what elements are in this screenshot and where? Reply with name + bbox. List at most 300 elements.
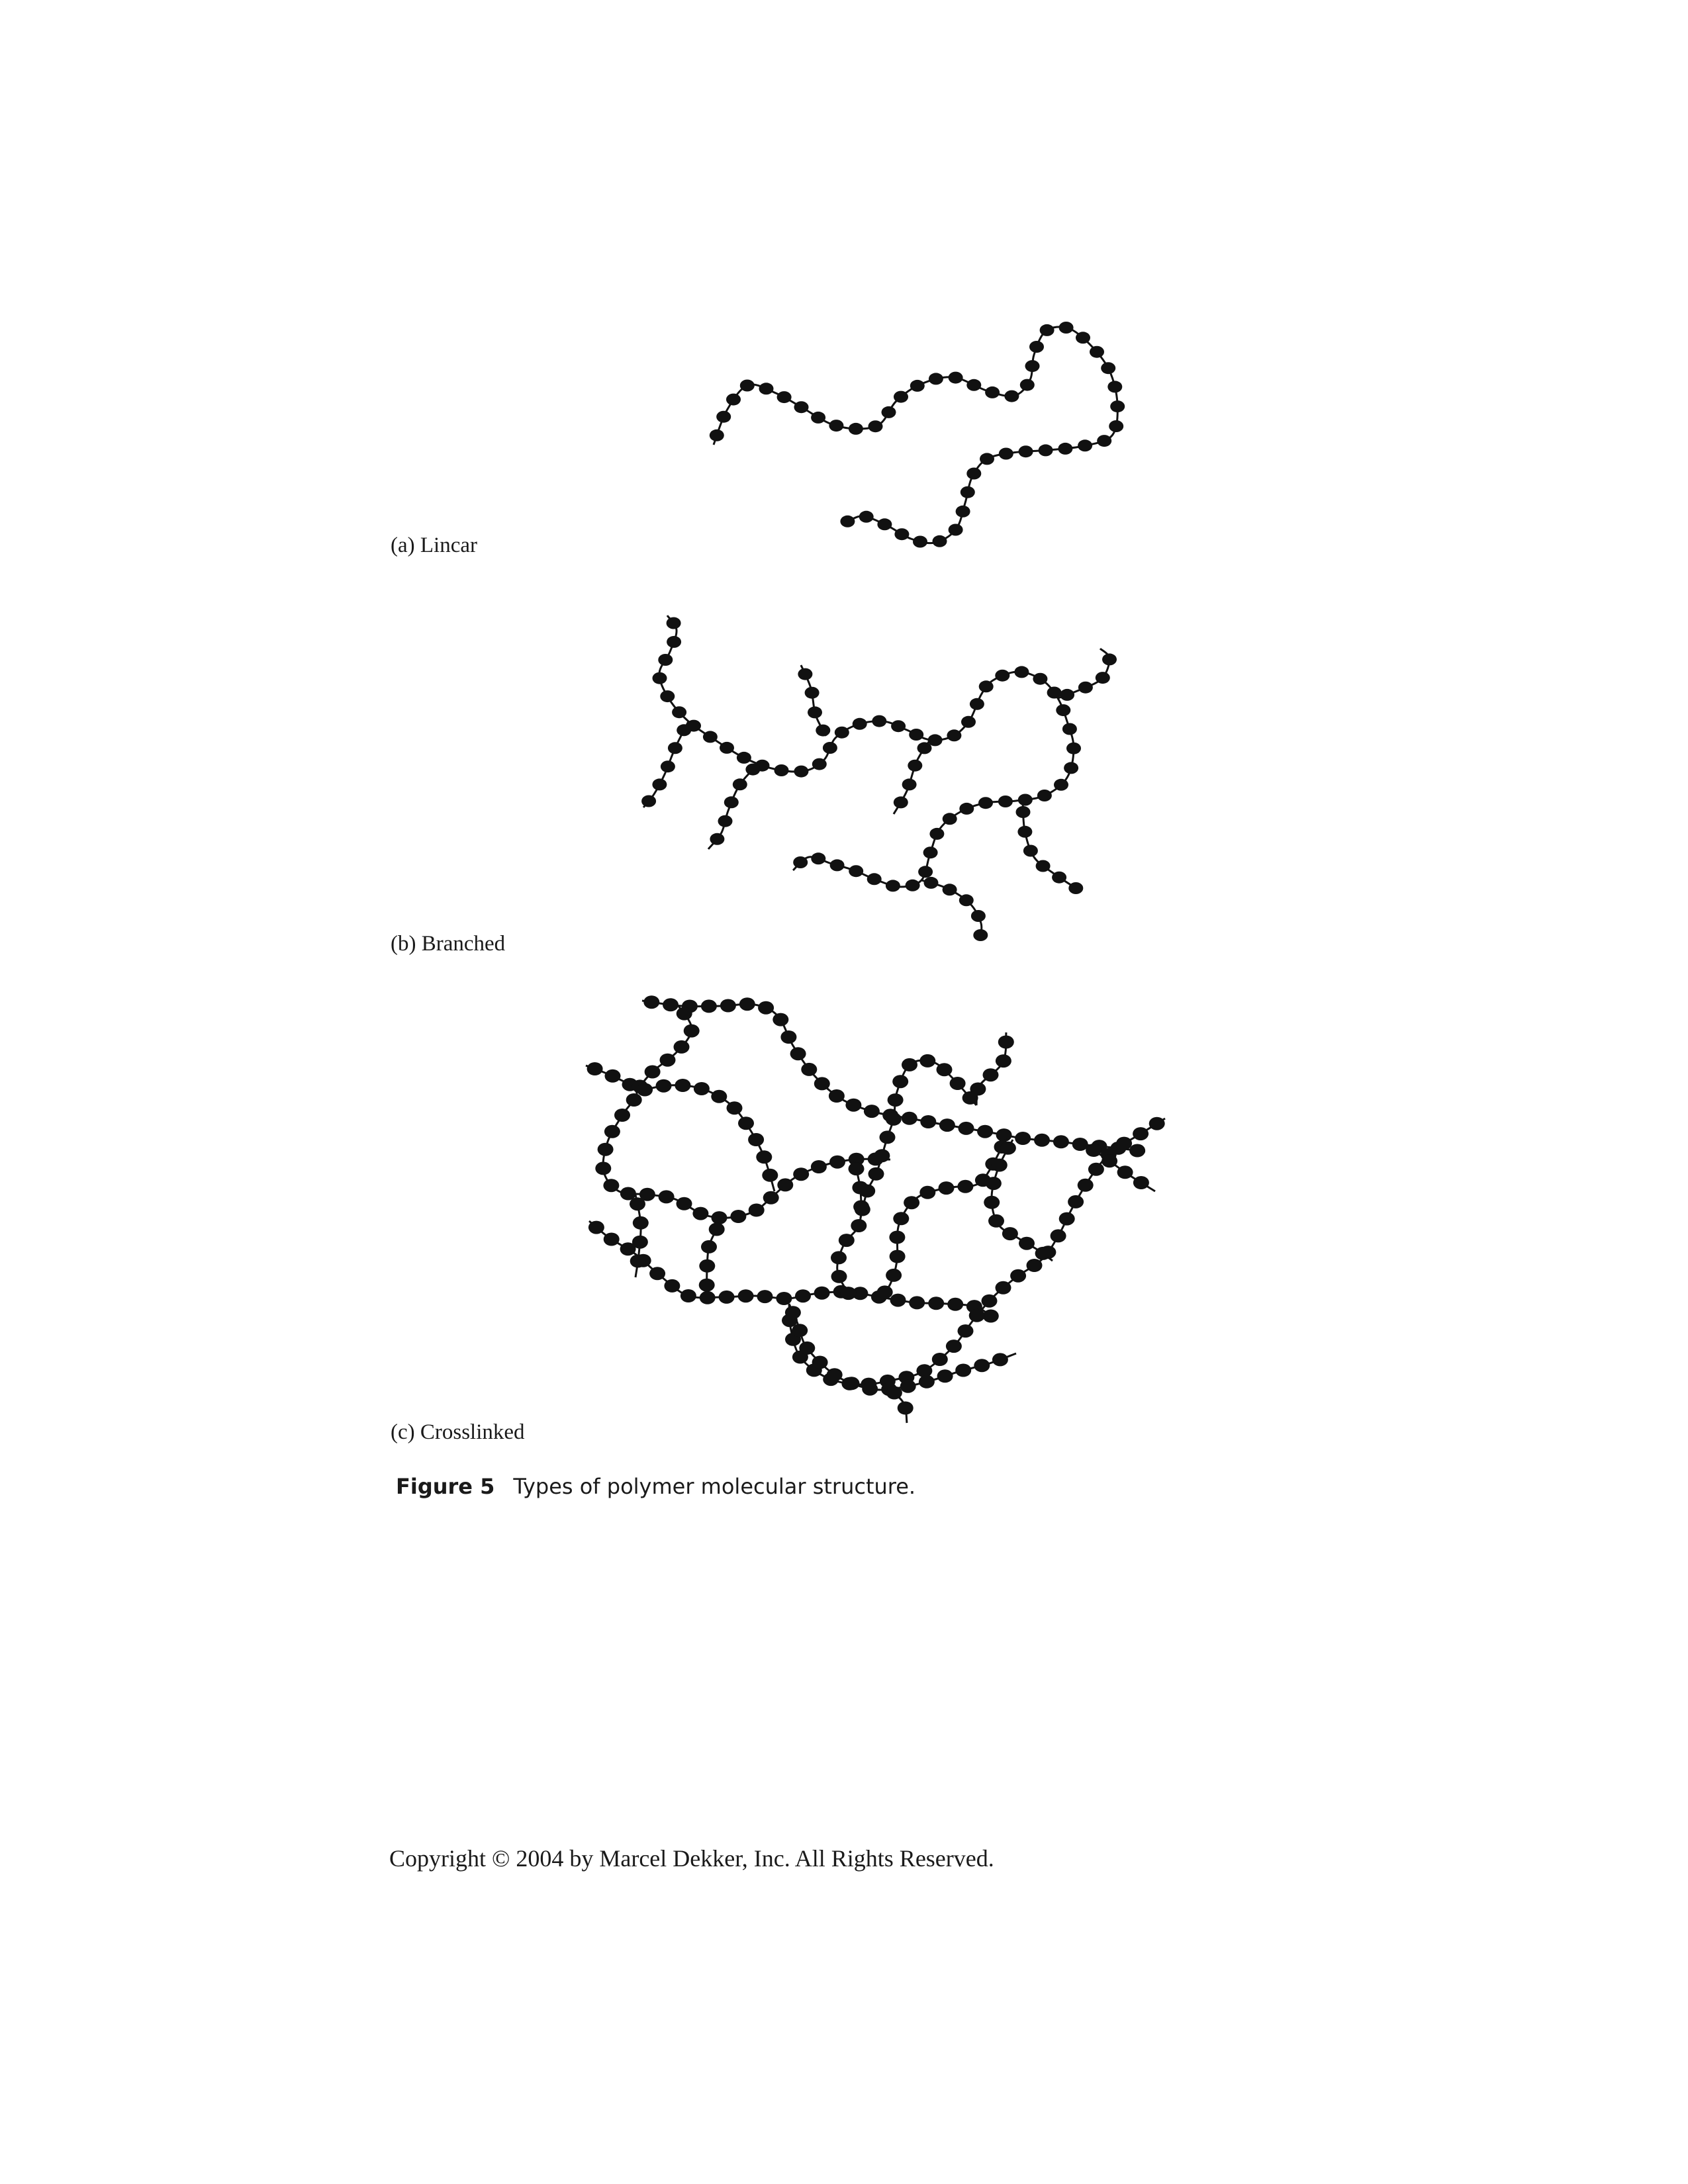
monomer-bead: [1078, 439, 1092, 451]
monomer-bead: [1027, 1259, 1043, 1272]
monomer-bead: [661, 760, 675, 772]
monomer-bead: [588, 1221, 604, 1234]
monomer-bead: [928, 1297, 944, 1310]
monomer-bead: [979, 680, 994, 692]
monomer-bead: [763, 1191, 779, 1205]
monomer-bead: [667, 617, 681, 629]
monomer-bead: [1064, 762, 1078, 774]
linear-polymer-diagram: [710, 322, 1125, 548]
monomer-bead: [893, 1212, 909, 1225]
monomer-bead: [908, 760, 922, 772]
monomer-bead: [916, 1364, 932, 1377]
monomer-bead: [859, 511, 874, 523]
monomer-bead: [872, 715, 886, 727]
monomer-bead: [811, 1160, 827, 1173]
monomer-bead: [604, 1233, 620, 1246]
monomer-bead: [902, 1112, 917, 1125]
branched-side-chain: [641, 721, 691, 807]
monomer-bead: [898, 1402, 914, 1415]
monomer-bead: [983, 1068, 999, 1081]
monomer-bead: [793, 1167, 809, 1181]
monomer-bead: [587, 1062, 603, 1075]
monomer-bead: [958, 1324, 974, 1338]
monomer-bead: [794, 401, 809, 413]
monomer-bead: [652, 778, 667, 790]
monomer-bead: [724, 796, 739, 808]
monomer-bead: [674, 1040, 690, 1054]
monomer-bead: [1129, 1144, 1145, 1158]
panel-label-crosslinked: (c) Crosslinked: [391, 1420, 525, 1444]
monomer-bead: [841, 1287, 857, 1300]
monomer-bead: [1102, 1154, 1117, 1167]
monomer-bead: [667, 636, 681, 648]
monomer-bead: [1023, 845, 1038, 857]
monomer-bead: [1010, 1269, 1026, 1283]
monomer-bead: [1035, 1247, 1051, 1260]
monomer-bead: [919, 1054, 935, 1068]
monomer-bead: [814, 1287, 830, 1300]
monomer-bead: [986, 1177, 1002, 1190]
monomer-bead: [1037, 790, 1052, 801]
monomer-bead: [959, 1122, 974, 1135]
monomer-bead: [812, 758, 827, 770]
monomer-bead: [1052, 872, 1066, 884]
monomer-bead: [1058, 443, 1072, 455]
monomer-bead: [1016, 806, 1031, 818]
monomer-bead: [862, 1383, 878, 1396]
monomer-bead: [886, 880, 900, 891]
monomer-bead: [840, 516, 855, 527]
monomer-bead: [777, 1178, 793, 1191]
monomer-bead: [1068, 1195, 1084, 1208]
monomer-bead: [996, 1128, 1012, 1142]
crosslinked-chain: [699, 1221, 725, 1297]
figure-caption-text: Types of polymer molecular structure.: [513, 1474, 916, 1499]
monomer-bead: [699, 1279, 715, 1292]
monomer-bead: [853, 718, 867, 730]
monomer-bead: [745, 764, 760, 776]
monomer-bead: [1056, 704, 1070, 716]
monomer-bead: [658, 654, 673, 666]
monomer-bead: [1086, 1144, 1102, 1157]
monomer-bead: [660, 690, 675, 702]
monomer-bead: [909, 729, 923, 741]
monomer-bead: [811, 852, 825, 864]
monomer-bead: [680, 1289, 696, 1302]
monomer-bead: [849, 423, 863, 435]
monomer-bead: [886, 1387, 902, 1400]
monomer-bead: [643, 995, 659, 1009]
monomer-bead: [808, 706, 822, 718]
figure-number: Figure 5: [396, 1474, 495, 1499]
monomer-bead: [849, 1162, 865, 1175]
monomer-bead: [888, 1093, 904, 1107]
monomer-bead: [733, 778, 747, 790]
monomer-bead: [677, 1007, 692, 1021]
monomer-bead: [748, 1133, 764, 1146]
branched-side-chain: [1058, 649, 1117, 701]
monomer-bead: [831, 1270, 847, 1283]
monomer-bead: [730, 1210, 746, 1223]
monomer-bead: [595, 1161, 611, 1175]
monomer-bead: [864, 1105, 880, 1118]
monomer-bead: [1059, 322, 1074, 334]
branched-side-chain: [894, 740, 932, 814]
monomer-bead: [1149, 1117, 1165, 1130]
monomer-bead: [793, 856, 808, 868]
monomer-bead: [1060, 689, 1074, 701]
monomer-bead: [851, 1219, 867, 1232]
monomer-bead: [886, 1113, 902, 1126]
monomer-bead: [757, 1290, 773, 1303]
monomer-bead: [716, 411, 731, 423]
branched-side-chain: [921, 877, 988, 941]
monomer-bead: [919, 1375, 935, 1388]
monomer-bead: [720, 742, 734, 754]
monomer-bead: [1014, 666, 1029, 678]
branched-backbone: [653, 615, 1082, 891]
monomer-bead: [829, 1089, 845, 1103]
monomer-bead: [913, 536, 927, 548]
monomer-bead: [762, 1169, 778, 1182]
monomer-bead: [891, 720, 906, 732]
monomer-bead: [1034, 1134, 1050, 1147]
monomer-bead: [798, 668, 812, 680]
monomer-bead: [614, 1109, 630, 1122]
monomer-bead: [1072, 1138, 1088, 1151]
monomer-bead: [1066, 743, 1081, 754]
monomer-bead: [726, 394, 741, 406]
monomer-bead: [959, 894, 974, 906]
monomer-bead: [794, 766, 808, 778]
monomer-bead: [992, 1353, 1008, 1366]
crosslinked-chain: [642, 995, 1145, 1157]
monomer-bead: [877, 518, 892, 530]
monomer-bead: [703, 731, 718, 743]
monomer-bead: [949, 372, 963, 384]
monomer-bead: [727, 1101, 743, 1115]
monomer-bead: [1133, 1127, 1149, 1140]
monomer-bead: [823, 742, 837, 754]
monomer-bead: [637, 1083, 653, 1097]
monomer-bead: [947, 729, 961, 741]
monomer-bead: [1040, 324, 1055, 336]
monomer-bead: [844, 1377, 860, 1390]
monomer-bead: [886, 1269, 902, 1282]
monomer-bead: [889, 1231, 905, 1244]
monomer-bead: [882, 406, 896, 418]
monomer-bead: [1076, 332, 1090, 343]
monomer-bead: [656, 1079, 672, 1093]
monomer-bead: [774, 764, 789, 776]
monomer-bead: [720, 999, 736, 1013]
monomer-bead: [1019, 1237, 1035, 1250]
monomer-bead: [955, 1364, 971, 1377]
monomer-bead: [829, 420, 843, 432]
monomer-bead: [966, 468, 981, 480]
monomer-bead: [604, 1125, 620, 1138]
monomer-bead: [957, 1180, 973, 1193]
monomer-bead: [773, 1013, 788, 1026]
monomer-bead: [684, 1024, 700, 1038]
monomer-bead: [811, 412, 825, 424]
monomer-bead: [799, 1342, 815, 1355]
monomer-bead: [831, 1251, 847, 1264]
monomer-bead: [835, 727, 849, 739]
monomer-bead: [890, 1294, 906, 1307]
branched-polymer-diagram: [641, 615, 1117, 941]
monomer-bead: [890, 1250, 906, 1263]
monomer-bead: [1002, 1227, 1018, 1240]
monomer-bead: [917, 742, 932, 754]
monomer-bead: [949, 524, 963, 536]
monomer-bead: [694, 1082, 710, 1095]
monomer-bead: [983, 1310, 999, 1323]
monomer-bead: [1097, 435, 1111, 447]
chain-backbone: [714, 327, 1117, 543]
monomer-bead: [1062, 723, 1077, 735]
monomer-bead: [1051, 1229, 1066, 1242]
monomer-bead: [737, 752, 751, 764]
monomer-bead: [776, 1292, 792, 1305]
monomer-bead: [663, 998, 679, 1011]
monomer-bead: [874, 1149, 890, 1162]
monomer-bead: [937, 1063, 953, 1076]
crosslinked-chain: [831, 1160, 869, 1300]
figure-caption: [396, 1476, 915, 1497]
monomer-bead: [1029, 341, 1044, 353]
monomer-bead: [1018, 794, 1033, 806]
monomer-bead: [1015, 1132, 1031, 1145]
monomer-bead: [924, 877, 939, 889]
linear-chain: [710, 322, 1125, 548]
monomer-bead: [996, 1281, 1011, 1295]
monomer-bead: [630, 1197, 645, 1210]
monomer-bead: [756, 1150, 772, 1163]
monomer-bead: [701, 999, 717, 1013]
monomer-bead: [1117, 1165, 1133, 1179]
monomer-bead: [701, 1240, 717, 1253]
monomer-bead: [739, 997, 755, 1011]
monomer-bead: [749, 1204, 765, 1217]
monomer-bead: [894, 796, 908, 808]
monomer-bead: [710, 430, 724, 441]
monomer-bead: [710, 833, 724, 845]
monomer-bead: [759, 383, 774, 394]
monomer-bead: [855, 1203, 870, 1216]
monomer-bead: [962, 1091, 978, 1105]
monomer-bead: [902, 778, 917, 790]
monomer-bead: [894, 528, 909, 540]
chain-backbone: [642, 1001, 1145, 1152]
monomer-bead: [849, 865, 863, 877]
monomer-bead: [996, 1054, 1011, 1068]
monomer-bead: [1088, 1163, 1104, 1176]
monomer-bead: [909, 1296, 925, 1309]
monomer-bead: [973, 929, 988, 941]
monomer-bead: [1054, 779, 1068, 791]
monomer-bead: [1017, 826, 1032, 838]
monomer-bead: [859, 1185, 875, 1198]
crosslinked-chain: [635, 1079, 778, 1191]
branched-side-chain: [708, 762, 760, 849]
crosslinked-chain: [855, 1054, 978, 1218]
crosslinked-polymer-diagram: [586, 995, 1165, 1423]
monomer-bead: [830, 859, 845, 871]
monomer-bead: [999, 448, 1013, 460]
monomer-bead: [633, 1216, 649, 1230]
monomer-bead: [933, 535, 947, 547]
monomer-bead: [1020, 379, 1035, 391]
monomer-bead: [971, 910, 986, 922]
monomer-bead: [738, 1116, 754, 1130]
monomer-bead: [906, 880, 920, 891]
monomer-bead: [1019, 445, 1033, 457]
monomer-bead: [918, 866, 933, 878]
monomer-bead: [603, 1179, 619, 1192]
monomer-bead: [950, 1077, 966, 1090]
monomer-bead: [998, 1036, 1014, 1049]
branched-side-chain: [1016, 802, 1084, 894]
monomer-bead: [920, 1115, 936, 1128]
monomer-bead: [961, 486, 975, 498]
monomer-bead: [1053, 1135, 1069, 1148]
monomer-bead: [664, 1279, 680, 1293]
monomer-bead: [792, 1324, 808, 1337]
monomer-bead: [1116, 1137, 1132, 1150]
monomer-bead: [977, 1125, 993, 1138]
monomer-bead: [937, 1369, 953, 1383]
monomer-bead: [649, 1267, 665, 1280]
monomer-bead: [868, 1167, 884, 1181]
monomer-bead: [892, 1075, 908, 1088]
monomer-bead: [1000, 1142, 1016, 1155]
monomer-bead: [659, 1190, 675, 1203]
monomer-bead: [1039, 444, 1053, 456]
monomer-bead: [677, 724, 691, 736]
monomer-bead: [605, 1069, 621, 1083]
monomer-bead: [675, 1079, 690, 1092]
monomer-bead: [790, 1047, 806, 1060]
monomer-bead: [939, 1118, 955, 1132]
monomer-bead: [877, 1285, 893, 1298]
monomer-bead: [902, 1058, 917, 1071]
monomer-bead: [829, 1156, 845, 1169]
monomer-bead: [1036, 860, 1051, 872]
monomer-bead: [1110, 400, 1125, 412]
monomer-bead: [985, 387, 1000, 398]
branched-side-chain: [798, 665, 830, 737]
monomer-bead: [827, 1368, 843, 1381]
panel-label-linear: (a) Lincar: [391, 533, 477, 557]
monomer-bead: [966, 379, 981, 391]
monomer-bead: [839, 1234, 855, 1247]
monomer-bead: [946, 1340, 962, 1353]
monomer-bead: [1025, 360, 1040, 372]
monomer-bead: [795, 1289, 811, 1302]
monomer-bead: [939, 1181, 955, 1195]
monomer-bead: [956, 506, 970, 518]
monomer-bead: [904, 1196, 919, 1209]
monomer-bead: [910, 380, 925, 392]
monomer-bead: [632, 1236, 648, 1249]
monomer-bead: [867, 873, 882, 885]
monomer-bead: [805, 687, 820, 699]
monomer-bead: [626, 1093, 642, 1107]
monomer-bead: [980, 453, 994, 465]
monomer-bead: [1068, 882, 1083, 894]
monomer-bead: [868, 420, 883, 432]
monomer-bead: [995, 670, 1009, 682]
monomer-bead: [932, 1353, 948, 1366]
monomer-bead: [984, 1196, 1000, 1209]
monomer-bead: [943, 884, 957, 895]
monomer-bead: [1078, 682, 1093, 694]
monomer-bead: [719, 1291, 735, 1304]
monomer-bead: [900, 1380, 916, 1393]
monomer-bead: [1107, 381, 1122, 392]
monomer-bead: [712, 1211, 727, 1224]
monomer-bead: [970, 698, 984, 710]
monomer-bead: [961, 716, 976, 728]
monomer-bead: [711, 1090, 727, 1103]
panel-label-branched: (b) Branched: [391, 932, 506, 956]
monomer-bead: [1102, 653, 1117, 665]
monomer-bead: [992, 1159, 1008, 1172]
monomer-bead: [668, 742, 682, 754]
monomer-bead: [1101, 362, 1115, 374]
monomer-bead: [812, 1356, 828, 1369]
monomer-bead: [816, 725, 830, 737]
monomer-bead: [777, 391, 792, 403]
monomer-bead: [894, 391, 908, 403]
monomer-bead: [1096, 672, 1110, 684]
monomer-bead: [677, 1197, 692, 1210]
monomer-bead: [974, 1359, 990, 1372]
monomer-bead: [660, 1054, 676, 1067]
monomer-bead: [1004, 390, 1019, 402]
monomer-bead: [645, 1066, 661, 1079]
monomer-bead: [943, 813, 957, 825]
monomer-bead: [653, 672, 667, 684]
monomer-bead: [947, 1298, 963, 1311]
monomer-bead: [880, 1130, 896, 1144]
monomer-bead: [758, 1001, 774, 1015]
monomer-bead: [959, 803, 974, 815]
monomer-bead: [923, 846, 938, 858]
monomer-bead: [978, 797, 993, 809]
monomer-bead: [641, 796, 656, 807]
monomer-bead: [1133, 1176, 1149, 1189]
monomer-bead: [718, 815, 733, 827]
monomer-bead: [845, 1099, 861, 1112]
monomer-bead: [969, 1309, 985, 1322]
monomer-bead: [630, 1255, 646, 1268]
monomer-bead: [1090, 346, 1104, 358]
monomer-bead: [988, 1214, 1004, 1228]
copyright-notice: Copyright © 2004 by Marcel Dekker, Inc. All Rights Reserved.: [389, 1845, 994, 1872]
monomer-bead: [919, 1186, 935, 1199]
monomer-bead: [780, 1030, 796, 1044]
monomer-bead: [929, 828, 944, 840]
monomer-bead: [740, 380, 755, 392]
monomer-bead: [801, 1063, 817, 1076]
monomer-bead: [672, 706, 686, 718]
monomer-bead: [738, 1289, 754, 1302]
monomer-bead: [1109, 420, 1123, 432]
monomer-bead: [785, 1306, 801, 1319]
monomer-bead: [699, 1259, 715, 1273]
